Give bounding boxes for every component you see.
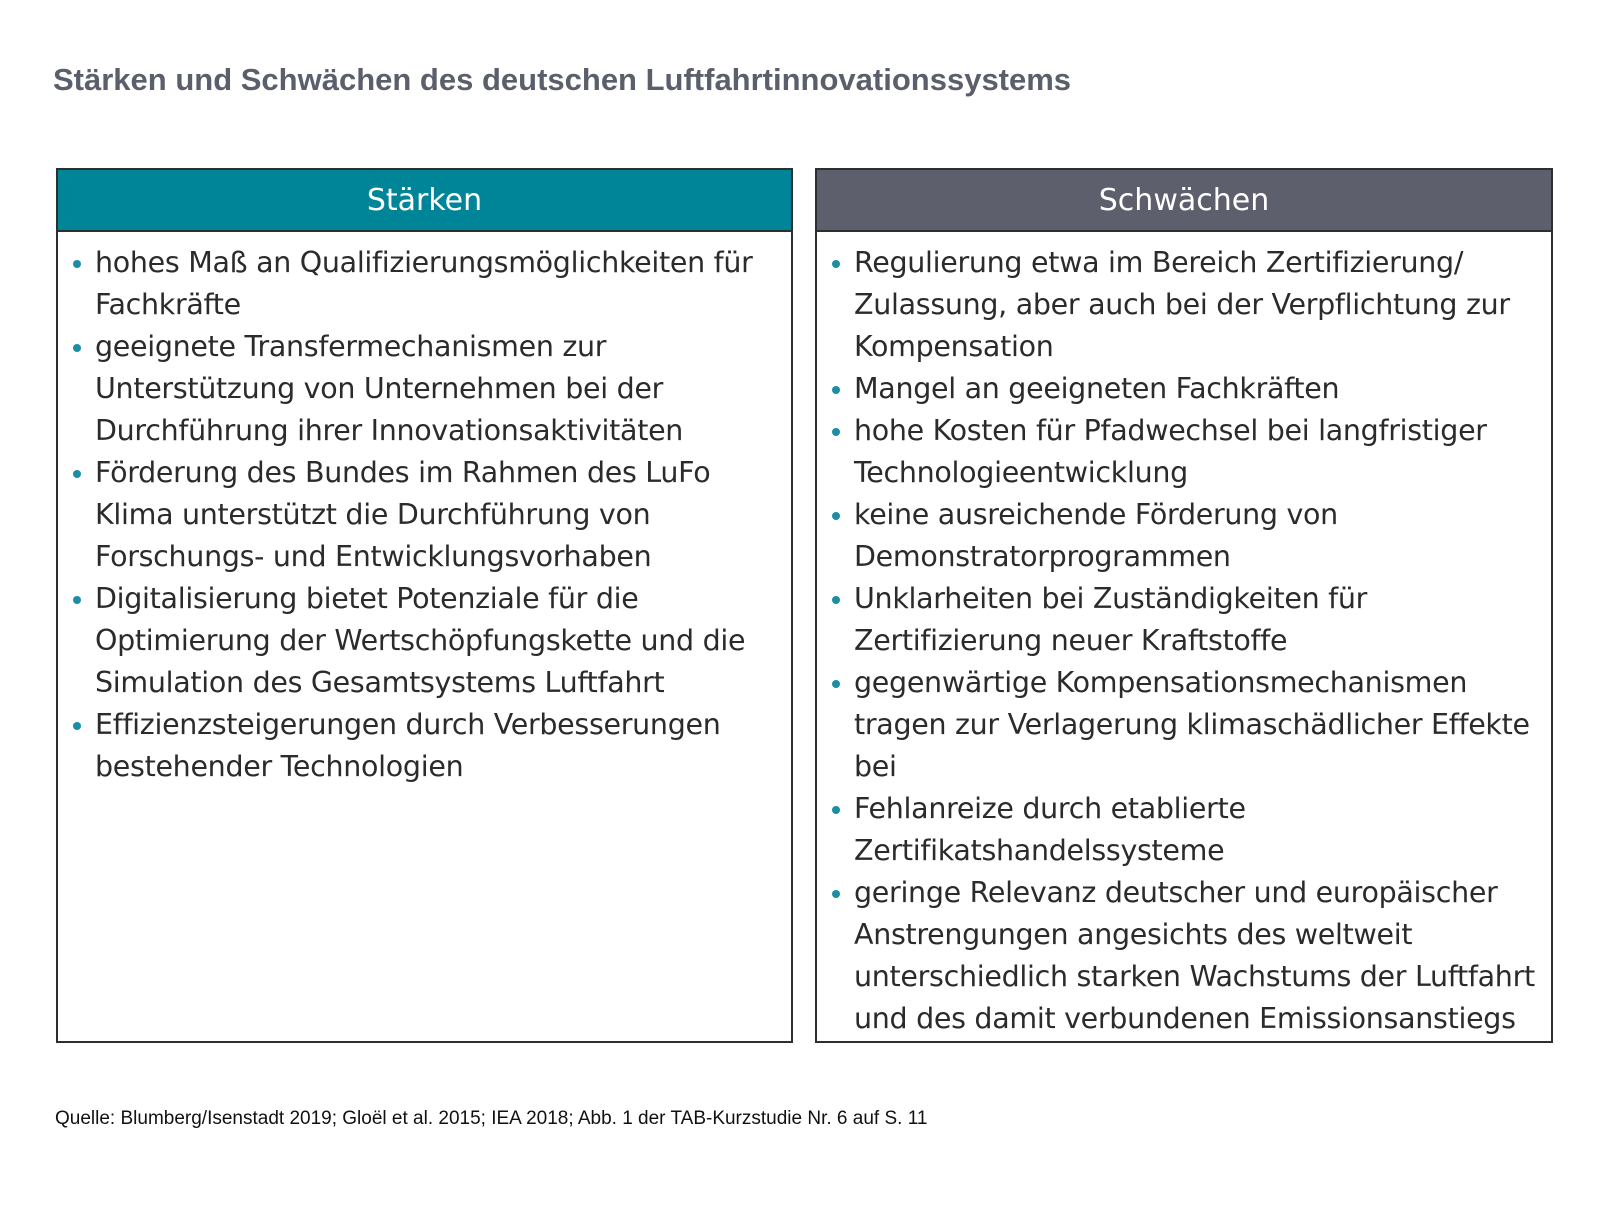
bullet-icon bbox=[832, 428, 840, 436]
list-item-text: Digitalisierung bietet Potenziale für die Optimierung der Wertschöpfungskette und die Simulation des Gesamtsystems Luftfahrt bbox=[95, 582, 746, 699]
bullet-icon bbox=[832, 596, 840, 604]
list-item bbox=[831, 578, 1541, 662]
bullet-icon bbox=[832, 386, 840, 394]
list-item bbox=[831, 662, 1541, 788]
list-item-text: Mangel an geeigneten Fachkräften bbox=[854, 372, 1340, 405]
list-item-text: geringe Relevanz deutscher und europäischer Anstrengungen angesichts des weltweit unterschiedlich starken Wachstums der Luftfahrt und des damit verbundenen Emissionsanstiegs bbox=[854, 876, 1535, 1035]
list-item-text: Effizienzsteigerungen durch Verbesserungen bestehender Technologien bbox=[95, 708, 721, 783]
bullet-icon bbox=[832, 512, 840, 520]
list-item bbox=[72, 452, 781, 578]
list-item-text: hohes Maß an Qualifizierungsmöglichkeiten für Fachkräfte bbox=[95, 246, 753, 321]
list-item-text: Regulierung etwa im Bereich Zertifizierung/ Zulassung, aber auch bei der Verpflichtung zur Kompensation bbox=[854, 246, 1510, 363]
list-item-text: Förderung des Bundes im Rahmen des LuFo Klima unterstützt die Durchführung von Forschungs- und Entwicklungsvorhaben bbox=[95, 456, 711, 573]
list-item-text: Fehlanreize durch etablierte Zertifikatshandelssysteme bbox=[854, 792, 1246, 867]
list-item bbox=[831, 788, 1541, 872]
bullet-icon bbox=[73, 344, 81, 352]
bullet-icon bbox=[73, 596, 81, 604]
weaknesses-panel bbox=[815, 168, 1553, 1043]
list-item bbox=[831, 494, 1541, 578]
weaknesses-list bbox=[817, 232, 1551, 1040]
strengths-header: Stärken bbox=[58, 170, 791, 232]
list-item bbox=[72, 242, 781, 326]
bullet-icon bbox=[73, 470, 81, 478]
list-item-text: geeignete Transfermechanismen zur Unterstützung von Unternehmen bei der Durchführung ihrer Innovationsaktivitäten bbox=[95, 330, 684, 447]
list-item bbox=[831, 872, 1541, 1040]
bullet-icon bbox=[832, 890, 840, 898]
list-item bbox=[72, 578, 781, 704]
source-note: Quelle: Blumberg/Isenstadt 2019; Gloël et al. 2015; IEA 2018; Abb. 1 der TAB-Kurzstudie Nr. 6 auf S. 11 bbox=[55, 1108, 928, 1129]
strengths-panel bbox=[56, 168, 793, 1043]
list-item-text: keine ausreichende Förderung von Demonstratorprogrammen bbox=[854, 498, 1338, 573]
list-item bbox=[831, 242, 1541, 368]
bullet-icon bbox=[832, 806, 840, 814]
weaknesses-header: Schwächen bbox=[817, 170, 1551, 232]
bullet-icon bbox=[73, 260, 81, 268]
bullet-icon bbox=[73, 722, 81, 730]
page-title: Stärken und Schwächen des deutschen Luftfahrtinnovationssystems bbox=[53, 62, 1072, 97]
list-item-text: gegenwärtige Kompensationsmechanismen tragen zur Verlagerung klimaschädlicher Effekte bei bbox=[854, 666, 1530, 783]
bullet-icon bbox=[832, 260, 840, 268]
list-item bbox=[831, 410, 1541, 494]
list-item bbox=[72, 704, 781, 788]
list-item bbox=[831, 368, 1541, 410]
bullet-icon bbox=[832, 680, 840, 688]
strengths-list bbox=[58, 232, 791, 788]
list-item-text: hohe Kosten für Pfadwechsel bei langfristiger Technologieentwicklung bbox=[854, 414, 1487, 489]
list-item bbox=[72, 326, 781, 452]
list-item-text: Unklarheiten bei Zuständigkeiten für Zertifizierung neuer Kraftstoffe bbox=[854, 582, 1367, 657]
